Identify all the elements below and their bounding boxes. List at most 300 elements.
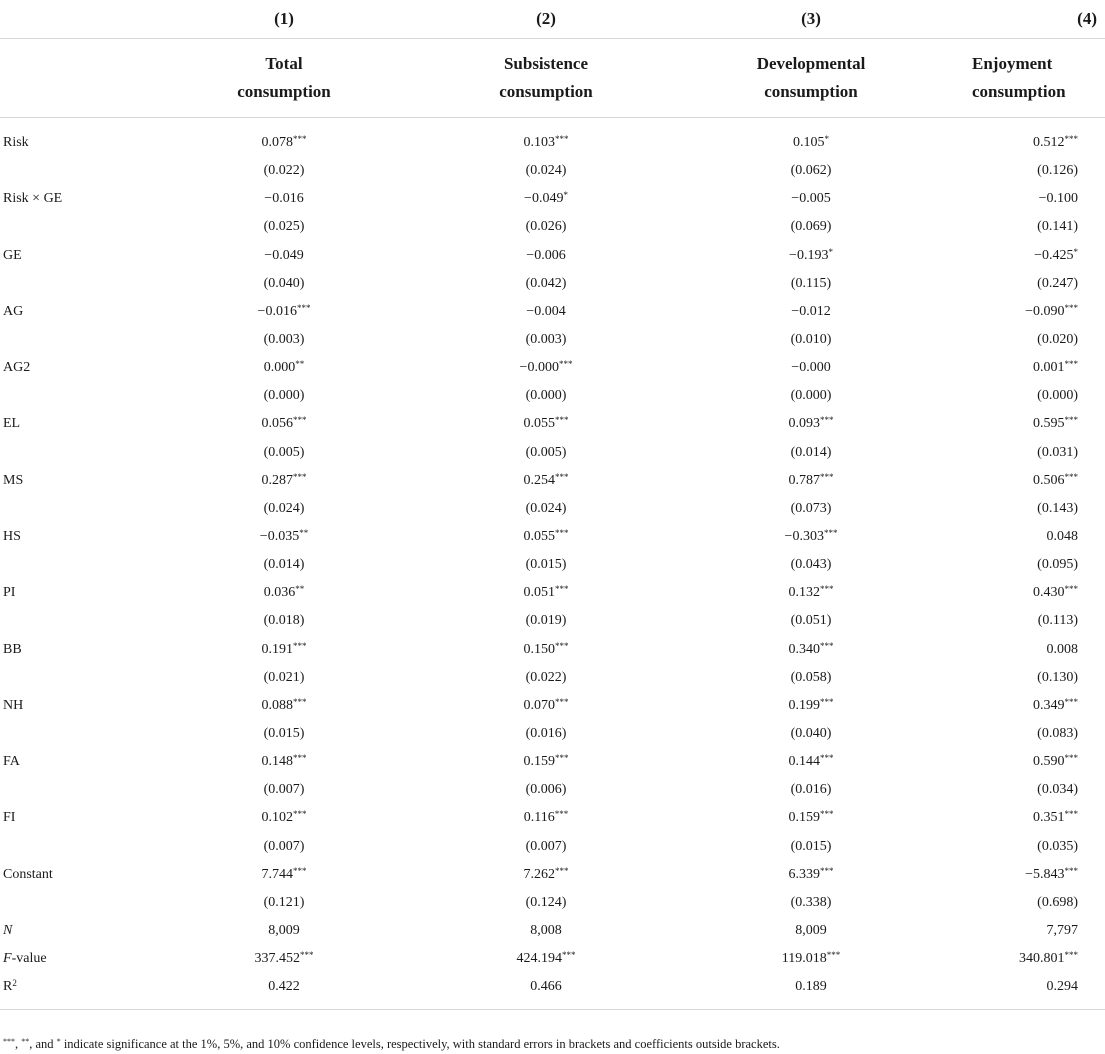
value: (0.113)	[1037, 613, 1078, 629]
value: 0.000	[263, 360, 296, 376]
table-row	[0, 354, 1105, 382]
significance-stars: ***	[293, 809, 307, 820]
value-cell	[676, 973, 946, 1010]
significance-stars: ***	[555, 471, 569, 482]
value: (0.247)	[1037, 275, 1078, 291]
value-cell	[676, 242, 946, 270]
value: (0.018)	[263, 613, 305, 629]
value-cell	[416, 720, 676, 748]
value: (0.000)	[263, 388, 305, 404]
table-row	[0, 382, 1105, 410]
row-label	[0, 495, 152, 523]
value: (0.035)	[1037, 838, 1078, 854]
value: 0.093	[788, 416, 820, 432]
value: (0.083)	[1037, 726, 1078, 742]
value-cell	[152, 748, 416, 776]
value: −0.425	[1034, 247, 1074, 263]
value: 0.048	[1046, 529, 1078, 545]
value-cell	[416, 326, 676, 354]
value-cell	[416, 804, 676, 832]
row-label-italic: N	[3, 923, 13, 938]
value: −0.000	[791, 360, 831, 376]
significance-stars: ***	[1064, 134, 1078, 145]
value-cell	[946, 833, 1105, 861]
value: (0.040)	[790, 726, 832, 742]
footnote-sep: , and	[29, 1037, 57, 1051]
value: 0.055	[523, 416, 555, 432]
value-cell	[946, 889, 1105, 917]
table-row	[0, 523, 1105, 551]
table-row	[0, 917, 1105, 945]
value: (0.021)	[263, 669, 305, 685]
row-label	[0, 382, 152, 410]
value: −0.005	[791, 191, 831, 207]
value-cell	[152, 551, 416, 579]
value: (0.121)	[263, 894, 305, 910]
value: 0.340	[788, 641, 820, 657]
value-cell	[416, 467, 676, 495]
value: 0.070	[523, 697, 555, 713]
row-label-text: MS	[3, 472, 24, 488]
significance-stars: *	[563, 190, 568, 201]
value-cell	[676, 298, 946, 326]
value: −0.004	[526, 303, 566, 319]
row-label-text: R	[3, 979, 13, 995]
row-label	[0, 467, 152, 495]
value-cell	[676, 410, 946, 438]
value-cell	[152, 439, 416, 467]
value: 0.105	[793, 135, 825, 151]
row-label	[0, 410, 152, 438]
value: (0.042)	[525, 275, 567, 291]
value: 0.150	[523, 641, 555, 657]
value-cell	[676, 861, 946, 889]
row-label	[0, 213, 152, 241]
value-cell	[416, 495, 676, 523]
value: (0.005)	[525, 444, 567, 460]
value: (0.058)	[790, 669, 832, 685]
value: (0.000)	[1037, 388, 1078, 404]
value: 7,797	[1046, 923, 1078, 938]
value: (0.019)	[525, 613, 567, 629]
column-number: (3)	[801, 9, 821, 28]
value-cell	[416, 157, 676, 185]
value-cell	[152, 326, 416, 354]
table-row	[0, 185, 1105, 213]
value-cell	[152, 889, 416, 917]
value-cell	[152, 410, 416, 438]
significance-stars: ***	[293, 415, 307, 426]
significance-stars: **	[299, 528, 309, 539]
value: −0.049	[524, 191, 564, 207]
value-cell	[946, 213, 1105, 241]
row-label-text: NH	[3, 697, 24, 713]
value: −0.100	[1038, 191, 1078, 207]
table-row	[0, 439, 1105, 467]
value-cell	[152, 270, 416, 298]
value: 337.452	[254, 951, 300, 967]
table-row	[0, 326, 1105, 354]
value: (0.051)	[790, 613, 832, 629]
value-cell	[946, 776, 1105, 804]
value-cell	[946, 495, 1105, 523]
value-cell	[152, 945, 416, 973]
row-label-text: AG2	[3, 360, 31, 376]
value: (0.069)	[790, 219, 832, 235]
value: 0.159	[788, 810, 820, 826]
significance-stars: ***	[1064, 753, 1078, 764]
value: (0.003)	[525, 332, 567, 348]
row-label	[0, 804, 152, 832]
significance-stars: ***	[293, 640, 307, 651]
value: (0.338)	[790, 894, 832, 910]
column-number-row	[0, 0, 1105, 39]
value: 6.339	[788, 866, 820, 882]
table-row	[0, 551, 1105, 579]
row-label-text: HS	[3, 529, 21, 545]
significance-stars: ***	[555, 640, 569, 651]
table-row	[0, 607, 1105, 635]
significance-stars: ***	[555, 753, 569, 764]
table-row	[0, 579, 1105, 607]
value-cell	[946, 579, 1105, 607]
value: 0.102	[261, 810, 293, 826]
row-label-text: EL	[3, 416, 21, 432]
value: (0.062)	[790, 163, 832, 179]
value-cell	[152, 804, 416, 832]
significance-stars: ***	[300, 950, 314, 961]
value: −0.000	[519, 360, 559, 376]
value: (0.073)	[790, 500, 832, 516]
value-cell	[416, 270, 676, 298]
table-row	[0, 157, 1105, 185]
row-label	[0, 157, 152, 185]
table-row	[0, 861, 1105, 889]
row-label-superscript: 2	[12, 978, 17, 989]
row-label	[0, 833, 152, 861]
value: (0.010)	[790, 332, 832, 348]
row-label	[0, 607, 152, 635]
column-number: (2)	[536, 9, 556, 28]
value-cell	[416, 185, 676, 213]
value: 0.189	[795, 979, 827, 995]
significance-stars: *	[824, 134, 829, 145]
row-label	[0, 917, 152, 945]
value-cell	[676, 664, 946, 692]
value: (0.007)	[263, 782, 305, 798]
value-cell	[152, 242, 416, 270]
column-header-developmental	[676, 39, 946, 118]
row-label-text: Risk	[3, 135, 29, 151]
row-label	[0, 118, 152, 158]
value-cell	[946, 242, 1105, 270]
value-cell	[416, 607, 676, 635]
value-cell	[946, 157, 1105, 185]
value: 0.422	[268, 979, 300, 995]
significance-stars: ***	[1064, 359, 1078, 370]
value-cell	[416, 973, 676, 1010]
significance-stars: ***	[562, 950, 576, 961]
value: 8,008	[530, 923, 562, 938]
significance-stars: ***	[826, 950, 841, 961]
value: (0.022)	[525, 669, 567, 685]
value-cell	[676, 636, 946, 664]
value: 0.287	[261, 472, 293, 488]
value: (0.141)	[1037, 219, 1078, 235]
value-cell	[152, 118, 416, 158]
value-cell	[676, 354, 946, 382]
value: −0.016	[264, 191, 304, 207]
significance-stars: ***	[555, 865, 569, 876]
row-label-text: FI	[3, 810, 16, 826]
value-cell	[416, 213, 676, 241]
header-line: consumption	[499, 82, 593, 101]
footnote-text: indicate significance at the 1%, 5%, and 10% confidence levels, respectively, with standard errors in brackets and coefficients outside brackets.	[60, 1037, 780, 1051]
value-cell	[152, 636, 416, 664]
value: (0.024)	[263, 500, 305, 516]
value-cell	[676, 439, 946, 467]
significance-stars: **	[295, 359, 305, 370]
value: 8,009	[795, 923, 827, 938]
value-cell	[416, 298, 676, 326]
value-cell	[152, 692, 416, 720]
row-label	[0, 326, 152, 354]
value: (0.003)	[263, 332, 305, 348]
value-cell	[676, 185, 946, 213]
row-label	[0, 889, 152, 917]
value: (0.143)	[1037, 500, 1078, 516]
value-cell	[416, 382, 676, 410]
value-cell	[152, 720, 416, 748]
row-label	[0, 354, 152, 382]
row-label	[0, 776, 152, 804]
value-cell	[152, 467, 416, 495]
value-cell	[946, 720, 1105, 748]
value-cell	[946, 551, 1105, 579]
header-line: consumption	[764, 82, 858, 101]
value: (0.014)	[790, 444, 832, 460]
significance-stars: ***	[1064, 809, 1078, 820]
value-cell	[946, 664, 1105, 692]
footnote-symbol: *	[56, 1037, 61, 1046]
value-cell	[676, 889, 946, 917]
value: (0.016)	[790, 782, 832, 798]
value-cell	[152, 157, 416, 185]
value: (0.007)	[263, 838, 305, 854]
table-body	[0, 118, 1105, 1010]
significance-stars: *	[828, 246, 833, 257]
value: 0.144	[788, 754, 820, 770]
value: (0.000)	[790, 388, 832, 404]
value-cell	[416, 551, 676, 579]
value: 0.595	[1033, 416, 1065, 432]
value: −0.049	[264, 247, 304, 263]
row-label	[0, 551, 152, 579]
value: (0.095)	[1037, 557, 1078, 573]
value-cell	[152, 185, 416, 213]
value-cell	[676, 467, 946, 495]
value-cell	[676, 495, 946, 523]
value-cell	[946, 861, 1105, 889]
header-line: Total	[265, 54, 303, 73]
table-row	[0, 692, 1105, 720]
value-cell	[946, 804, 1105, 832]
value: 0.512	[1033, 135, 1065, 151]
value: 0.466	[530, 979, 562, 995]
value: 119.018	[781, 951, 827, 967]
value: (0.124)	[525, 894, 567, 910]
value-cell	[676, 213, 946, 241]
value-cell	[676, 579, 946, 607]
column-header-enjoyment	[946, 39, 1105, 118]
table-row	[0, 889, 1105, 917]
significance-stars: ***	[555, 584, 569, 595]
value-cell	[946, 439, 1105, 467]
value-cell	[416, 748, 676, 776]
value: (0.007)	[525, 838, 567, 854]
significance-stars: ***	[558, 359, 573, 370]
value-cell	[152, 861, 416, 889]
table-row	[0, 118, 1105, 158]
footnote-symbol: ***	[3, 1037, 15, 1046]
value: −0.006	[526, 247, 566, 263]
value: 0.116	[523, 810, 555, 826]
value: 0.159	[523, 754, 555, 770]
footnote-symbol: **	[21, 1037, 30, 1046]
value-cell	[946, 118, 1105, 158]
value-cell	[416, 889, 676, 917]
value: 7.744	[261, 866, 293, 882]
value-cell	[152, 833, 416, 861]
value-cell	[416, 664, 676, 692]
value: 0.078	[261, 135, 293, 151]
value: 8,009	[268, 923, 300, 938]
value: (0.130)	[1037, 669, 1078, 685]
row-label	[0, 270, 152, 298]
value-cell	[416, 636, 676, 664]
value: 0.191	[261, 641, 293, 657]
table-row	[0, 945, 1105, 973]
significance-stars: ***	[820, 640, 834, 651]
value: 0.199	[788, 697, 820, 713]
value-cell	[152, 579, 416, 607]
table-row	[0, 242, 1105, 270]
value: 0.088	[261, 697, 293, 713]
value: 0.132	[788, 585, 820, 601]
value-cell	[416, 692, 676, 720]
row-label	[0, 692, 152, 720]
table-row	[0, 495, 1105, 523]
value: 0.294	[1046, 979, 1078, 995]
value: −0.016	[257, 303, 297, 319]
value-cell	[152, 354, 416, 382]
column-header-subsistence	[416, 39, 676, 118]
significance-stars: ***	[820, 753, 834, 764]
row-label	[0, 664, 152, 692]
value: 0.001	[1033, 360, 1065, 376]
row-label	[0, 523, 152, 551]
value-cell	[152, 973, 416, 1010]
value: 0.351	[1033, 810, 1065, 826]
value: (0.031)	[1037, 444, 1078, 460]
value-cell	[416, 917, 676, 945]
column-header-row	[0, 39, 1105, 118]
value: −0.012	[791, 303, 831, 319]
value-cell	[152, 298, 416, 326]
value: 7.262	[523, 866, 555, 882]
significance-stars: **	[295, 584, 305, 595]
value-cell	[416, 439, 676, 467]
value: (0.005)	[263, 444, 305, 460]
row-label-text: Constant	[3, 866, 53, 882]
value-cell	[946, 410, 1105, 438]
row-label-text: GE	[3, 247, 22, 263]
corner-cell	[0, 39, 152, 118]
value-cell	[152, 917, 416, 945]
significance-stars: ***	[555, 134, 569, 145]
value-cell	[152, 213, 416, 241]
row-label	[0, 720, 152, 748]
value: 0.055	[523, 529, 555, 545]
value: 0.051	[523, 585, 555, 601]
table-row	[0, 720, 1105, 748]
value: (0.126)	[1037, 163, 1078, 179]
significance-stars: ***	[555, 528, 569, 539]
value-cell	[946, 917, 1105, 945]
value: (0.015)	[790, 838, 832, 854]
row-label	[0, 748, 152, 776]
value: 0.787	[788, 472, 820, 488]
value-cell	[676, 523, 946, 551]
value: (0.043)	[790, 557, 832, 573]
significance-stars: ***	[555, 696, 569, 707]
column-number: (1)	[274, 9, 294, 28]
value-cell	[676, 833, 946, 861]
value: 0.506	[1033, 472, 1065, 488]
value-cell	[416, 523, 676, 551]
value-cell	[946, 973, 1105, 1010]
value: (0.698)	[1037, 894, 1078, 910]
value: (0.026)	[525, 219, 567, 235]
value-cell	[946, 692, 1105, 720]
value: (0.006)	[525, 782, 567, 798]
value: 0.056	[261, 416, 293, 432]
table-row	[0, 410, 1105, 438]
significance-stars: ***	[293, 753, 307, 764]
significance-stars: ***	[820, 584, 834, 595]
value-cell	[416, 242, 676, 270]
value-cell	[676, 270, 946, 298]
row-label-italic: F	[3, 951, 12, 967]
significance-stars: ***	[296, 302, 311, 313]
value: (0.022)	[263, 163, 305, 179]
header-line: Enjoyment	[972, 54, 1053, 73]
row-label-text: -value	[11, 951, 47, 967]
column-number: (4)	[1077, 9, 1097, 28]
table-row	[0, 636, 1105, 664]
value-cell	[676, 804, 946, 832]
row-label-text: Risk × GE	[3, 191, 63, 207]
value: 0.148	[261, 754, 293, 770]
value-cell	[676, 945, 946, 973]
row-label	[0, 579, 152, 607]
value: 0.430	[1033, 585, 1065, 601]
value-cell	[416, 945, 676, 973]
value-cell	[676, 118, 946, 158]
value-cell	[946, 298, 1105, 326]
value-cell	[676, 326, 946, 354]
row-label-text: BB	[3, 641, 22, 657]
